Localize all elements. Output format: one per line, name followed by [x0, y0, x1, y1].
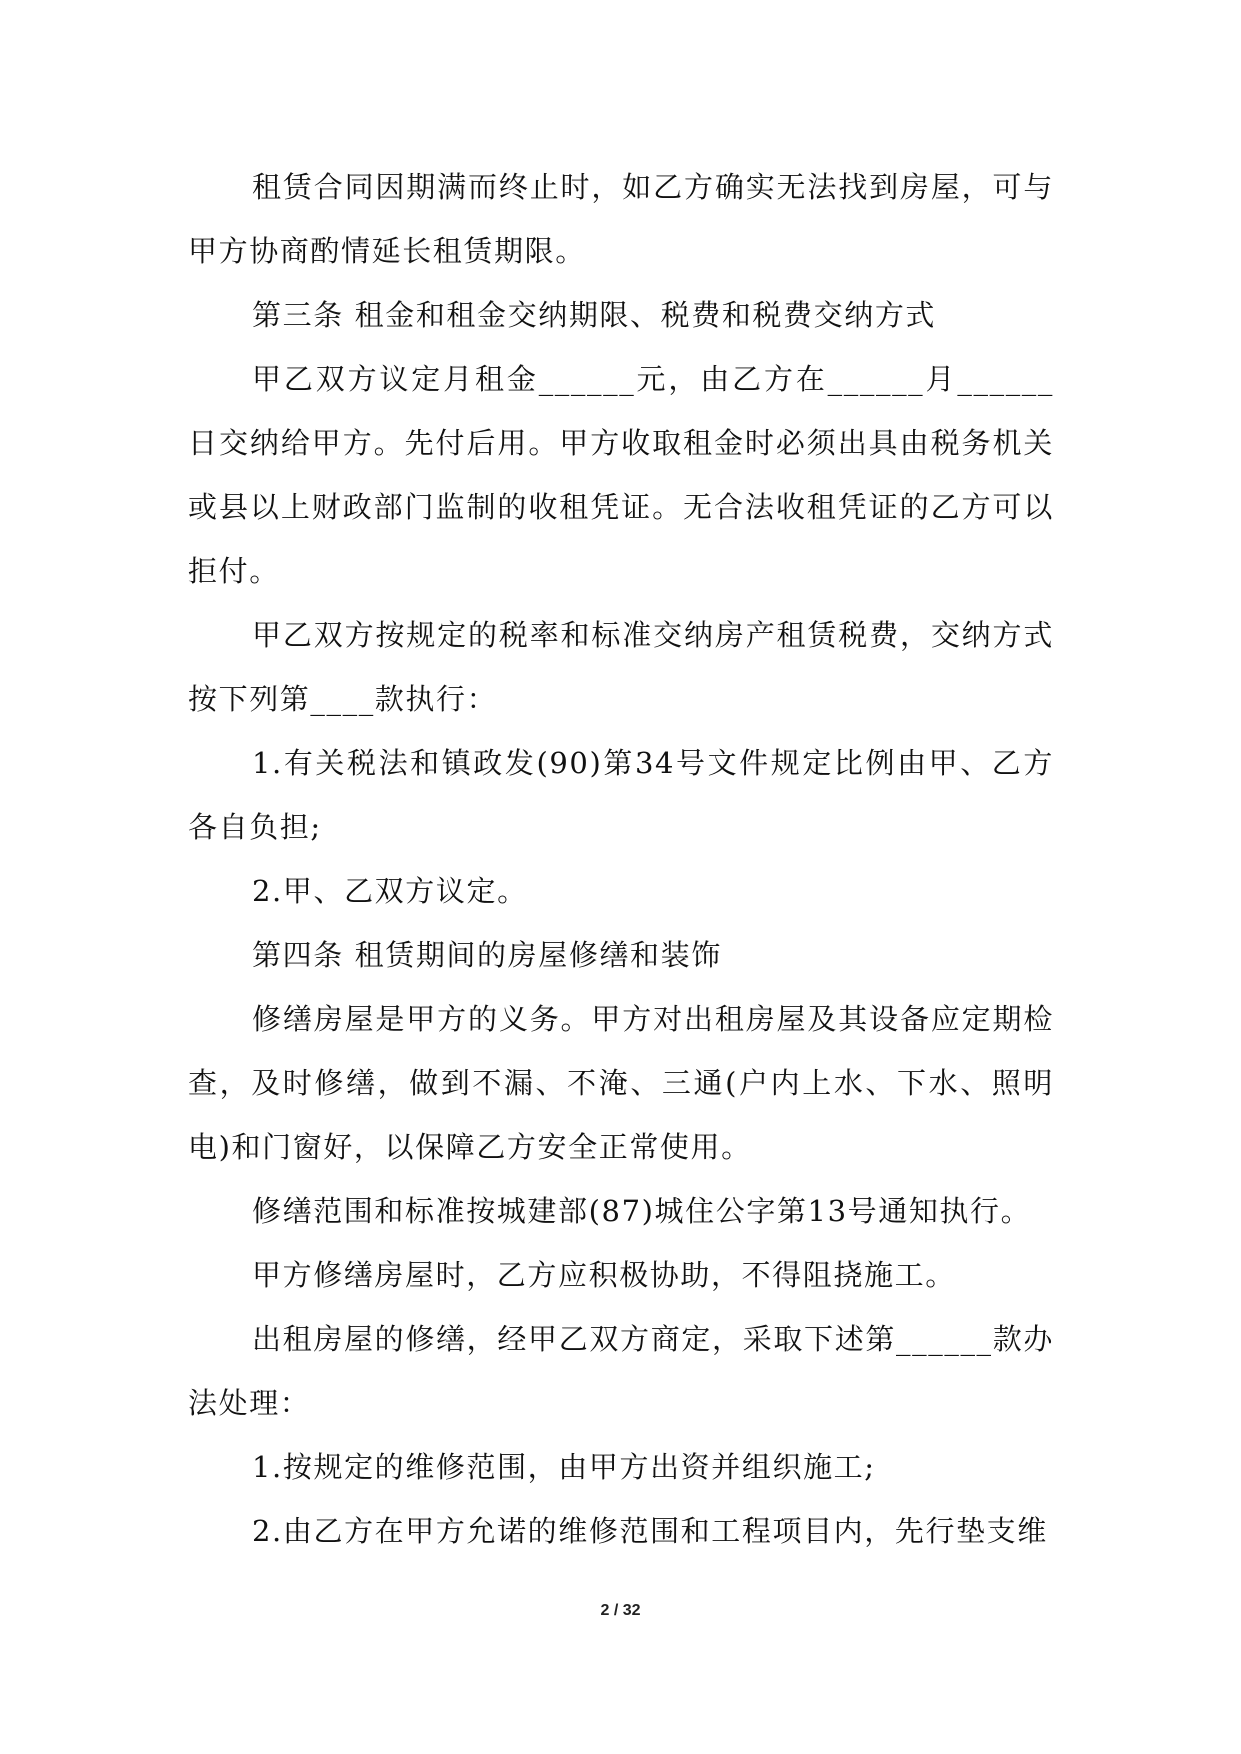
paragraph-repair-scope: 修缮范围和标准按城建部(87)城住公字第13号通知执行。 — [252, 1194, 1032, 1228]
heading-article-4: 第四条 租赁期间的房屋修缮和装饰 — [252, 938, 722, 972]
paragraph-tax-payment: 甲乙双方按规定的税率和标准交纳房产租赁税费，交纳方式按下列第____款执行： — [188, 618, 1054, 716]
document-body — [188, 155, 1054, 1563]
paragraph-repair-assist: 甲方修缮房屋时，乙方应积极协助，不得阻挠施工。 — [252, 1258, 956, 1292]
paragraph-rent-amount: 甲乙双方议定月租金______元，由乙方在______月______日交纳给甲方。先付后用。甲方收取租金时必须出具由税务机关或县以上财政部门监制的收租凭证。无合法收租凭证的乙方可以拒付。 — [188, 362, 1054, 588]
list-item-tax-option-2: 2.甲、乙双方议定。 — [252, 874, 528, 908]
heading-article-3: 第三条 租金和租金交纳期限、税费和税费交纳方式 — [252, 298, 937, 332]
paragraph-lease-extension: 租赁合同因期满而终止时，如乙方确实无法找到房屋，可与甲方协商酌情延长租赁期限。 — [188, 170, 1054, 268]
paragraph-repair-duty: 修缮房屋是甲方的义务。甲方对出租房屋及其设备应定期检查，及时修缮，做到不漏、不淹、三通(户内上水、下水、照明电)和门窗好，以保障乙方安全正常使用。 — [188, 1002, 1054, 1164]
paragraph-repair-method: 出租房屋的修缮，经甲乙双方商定，采取下述第______款办法处理： — [188, 1322, 1054, 1420]
list-item-tax-option-1: 1.有关税法和镇政发(90)第34号文件规定比例由甲、乙方各自负担; — [188, 746, 1054, 844]
list-item-repair-option-1: 1.按规定的维修范围，由甲方出资并组织施工; — [252, 1450, 876, 1484]
list-item-repair-option-2: 2.由乙方在甲方允诺的维修范围和工程项目内，先行垫支维 — [252, 1514, 1048, 1548]
page-number: 2 / 32 — [600, 1602, 641, 1619]
